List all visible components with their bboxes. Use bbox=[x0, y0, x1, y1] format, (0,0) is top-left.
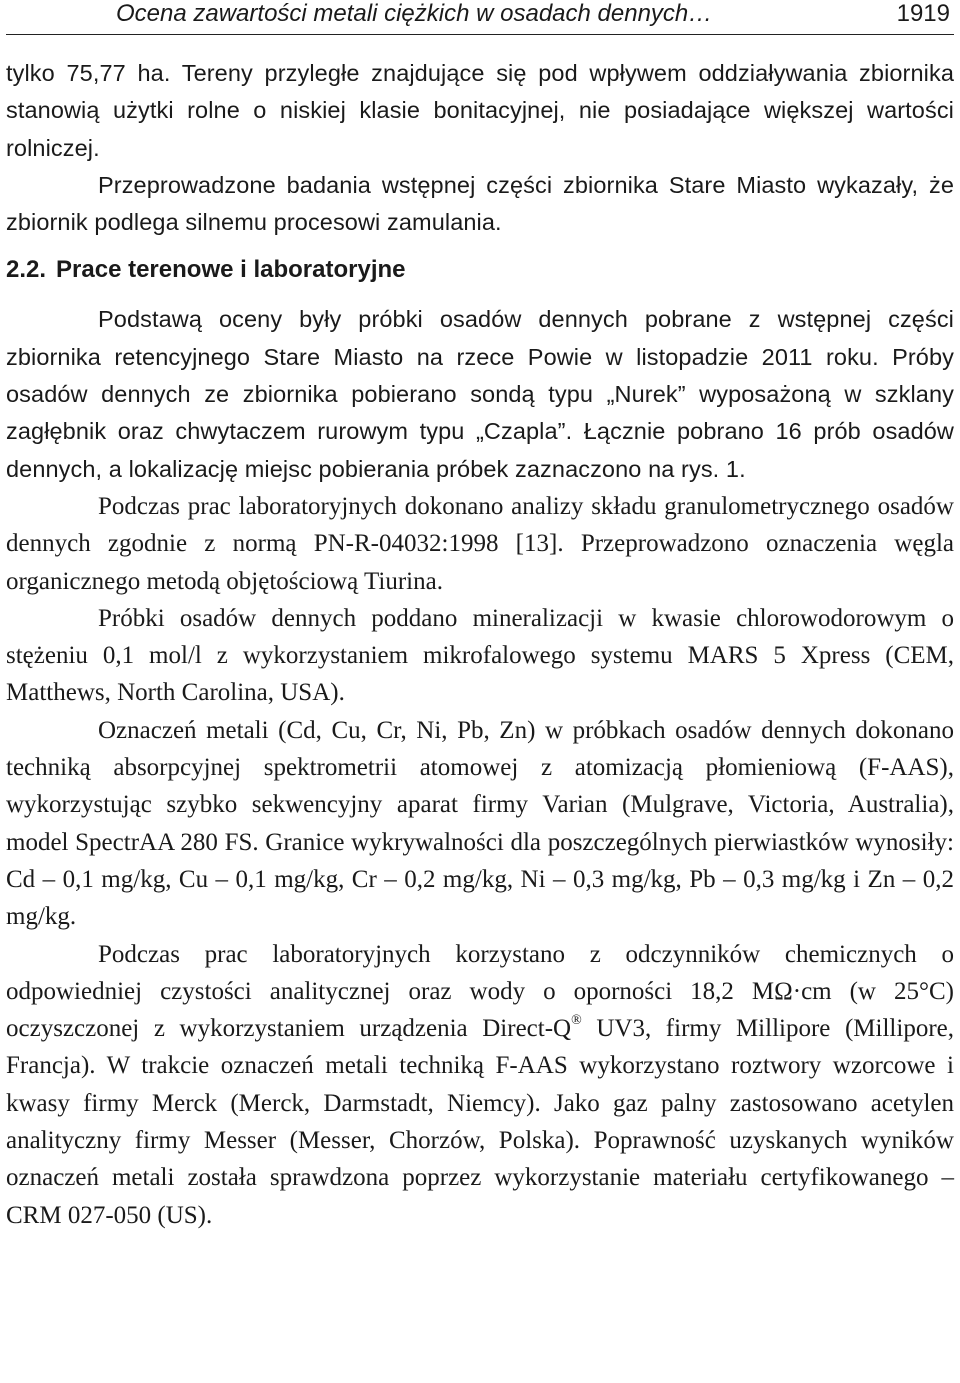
paragraph-continued: tylko 75,77 ha. Tereny przyległe znajdujące się pod wpływem oddziaływania zbiornika stanowią użytki rolne o niskiej klasie bonitacyjnej, nie posiadające większej wartości rolniczej. bbox=[6, 60, 954, 161]
paragraph-survey: Przeprowadzone badania wstępnej części zbiornika Stare Miasto wykazały, że zbiornik podlega silnemu procesowi zamulania. bbox=[6, 171, 954, 236]
section-number: 2.2. bbox=[6, 256, 47, 284]
reagents-text-a: Podczas prac laboratoryjnych korzystano z odczynników chemicznych o odpowiedniej czystości analitycznej oraz wody o oporności 18,2 MΩ·cm (w 25°C) oczyszczonej z wykorzystaniem urządzenia Direct-Q bbox=[6, 940, 954, 1043]
running-header-title: Ocena zawartości metali ciężkich w osadach dennych… bbox=[116, 0, 713, 27]
registered-mark: ® bbox=[571, 1013, 582, 1029]
page-number: 1919 bbox=[896, 0, 950, 27]
section-title: Prace terenowe i laboratoryjne bbox=[56, 256, 406, 284]
paragraph-sampling: Podstawą oceny były próbki osadów dennych pobrane z wstępnej części zbiornika retencyjnego Stare Miasto na rzece Powie w listopadzie 2011 roku. Próby osadów dennych ze zbiornika pobierano sondą typu „Nurek” wyposażoną w szklany zagłębnik oraz chwytaczem rurowym typu „Czapla”. Łącznie pobrano 16 prób osadów dennych, a lokalizację miejsc pobierania próbek zaznaczono na rys. 1. bbox=[6, 306, 954, 482]
body-text bbox=[6, 55, 954, 1234]
paragraph-mineralization: Próbki osadów dennych poddano mineralizacji w kwasie chlorowodorowym o stężeniu 0,1 mol/l z wykorzystaniem mikrofalowego systemu MARS 5 Xpress (CEM, Matthews, North Carolina, USA). bbox=[6, 604, 954, 707]
paragraph-granulometry: Podczas prac laboratoryjnych dokonano analizy składu granulometrycznego osadów dennych zgodnie z normą PN-R-04032:1998 [13]. Przeprowadzono oznaczenia węgla organicznego metodą objętościową Tiurina. bbox=[6, 492, 954, 595]
paragraph-reagents bbox=[6, 936, 954, 1234]
reagents-text-b: UV3, firmy Millipore (Millipore, Francja). W trakcie oznaczeń metali techniką F-AAS wykorzystano roztwory wzorcowe i kwasy firmy Merck (Merck, Darmstadt, Niemcy). Jako gaz palny zastosowano acetylen analityczny firmy Messer (Messer, Chorzów, Polska). Poprawność uzyskanych wyników oznaczeń metali została sprawdzona poprzez wykorzystanie materiału certyfikowanego – CRM 027-050 (US). bbox=[6, 1015, 954, 1229]
paragraph-metals-determination: Oznaczeń metali (Cd, Cu, Cr, Ni, Pb, Zn) w próbkach osadów dennych dokonano techniką absorpcyjnej spektrometrii atomowej z atomizacją płomieniową (F-AAS), wykorzystując szybko sekwencyjny aparat firmy Varian (Mulgrave, Victoria, Australia), model SpectrAA 280 FS. Granice wykrywalności dla poszczególnych pierwiastków wynosiły: Cd – 0,1 mg/kg, Cu – 0,1 mg/kg, Cr – 0,2 mg/kg, Ni – 0,3 mg/kg, Pb – 0,3 mg/kg i Zn – 0,2 mg/kg. bbox=[6, 716, 954, 931]
running-header bbox=[6, 0, 954, 35]
section-heading bbox=[6, 251, 954, 288]
